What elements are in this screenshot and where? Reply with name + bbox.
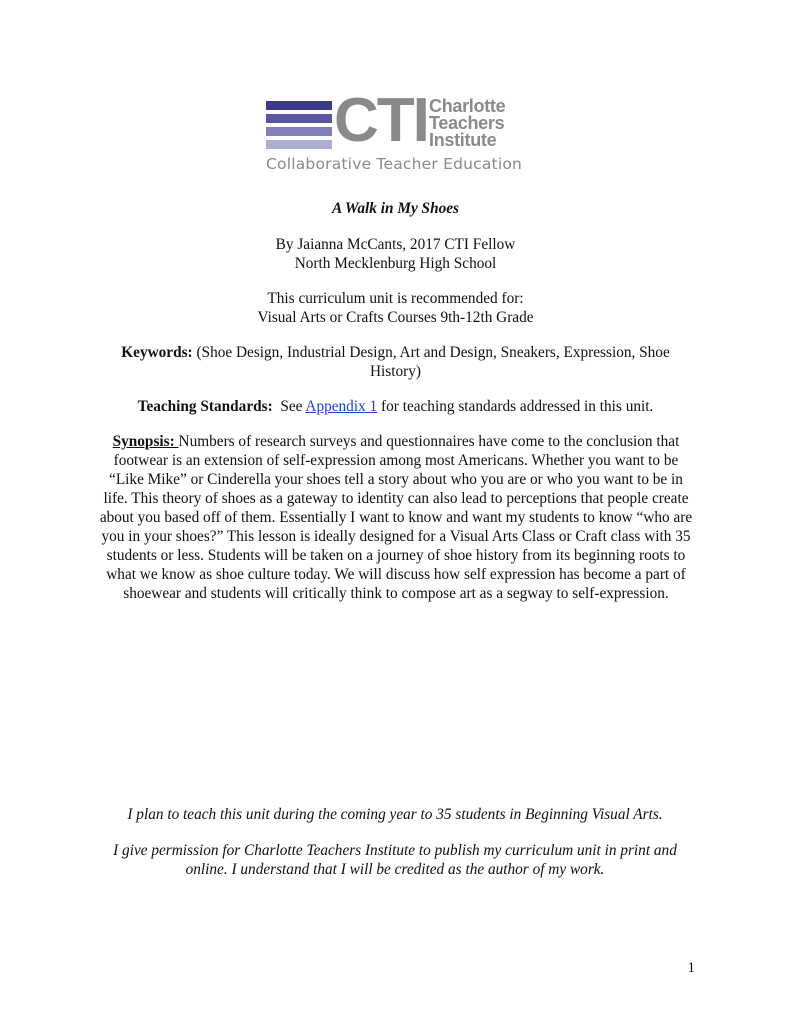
logo-bar xyxy=(266,127,332,136)
keywords-text: (Shoe Design, Industrial Design, Art and Design, Sneakers, Expression, Shoe xyxy=(192,344,670,361)
logo-name-line: Institute xyxy=(429,130,497,150)
synopsis-line: about you based off of them. Essentially I want to know and want my students to know “who are xyxy=(99,509,693,526)
cti-logo xyxy=(266,86,526,178)
permission-line: I give permission for Charlotte Teachers Institute to publish my curriculum unit in print and xyxy=(113,842,677,859)
byline xyxy=(100,235,691,273)
synopsis-text: Numbers of research surveys and questionnaires have come to the conclusion that xyxy=(178,433,680,450)
document-title: A Walk in My Shoes xyxy=(332,200,459,217)
recommendation-courses: Visual Arts or Crafts Courses 9th-12th Grade xyxy=(257,309,534,326)
synopsis-line: life. This theory of shoes as a gateway to identity can also lead to perceptions that people create xyxy=(103,490,689,507)
page-number: 1 xyxy=(687,960,695,976)
teaching-plan-statement: I plan to teach this unit during the coming year to 35 students in Beginning Visual Arts. xyxy=(127,806,663,823)
logo-tagline: Collaborative Teacher Education xyxy=(266,155,523,173)
logo-bar xyxy=(266,140,332,149)
permission-statement xyxy=(75,841,715,879)
recommendation xyxy=(100,289,691,327)
synopsis xyxy=(96,432,696,603)
logo-bar xyxy=(266,101,332,110)
standards-pre-link: See xyxy=(272,398,306,415)
permission-line: online. I understand that I will be credited as the author of my work. xyxy=(185,861,605,878)
synopsis-line: you in your shoes?” This lesson is ideally designed for a Visual Arts Class or Craft class with 35 xyxy=(101,528,691,545)
synopsis-line: footwear is an extension of self-expression among most Americans. Whether you want to be xyxy=(113,452,679,469)
keywords-text-continued: History) xyxy=(370,363,421,380)
synopsis-line: what we know as shoe culture today. We will discuss how self expression has become a part of xyxy=(106,566,686,583)
standards-post-link: for teaching standards addressed in this unit. xyxy=(377,398,654,415)
logo-institute-name xyxy=(429,98,505,149)
logo-name-line: Charlotte xyxy=(429,96,506,116)
logo-bar xyxy=(266,114,332,123)
logo-mark-text: CTI xyxy=(334,86,428,155)
keywords xyxy=(100,343,691,381)
school-line: North Mecklenburg High School xyxy=(294,255,497,272)
logo-name-line: Teachers xyxy=(429,113,505,133)
keywords-line xyxy=(100,343,691,362)
logo-bars-icon xyxy=(266,101,332,149)
synopsis-line: shoewear and students will critically think to compose art as a segway to self-expression. xyxy=(123,585,669,602)
synopsis-line xyxy=(96,432,696,451)
teaching-standards xyxy=(100,397,691,416)
synopsis-label: Synopsis: xyxy=(112,433,179,450)
standards-label: Teaching Standards: xyxy=(137,398,273,415)
synopsis-line: “Like Mike” or Cinderella your shoes tell a story about who you are or who you want to be in xyxy=(109,471,683,488)
recommendation-intro: This curriculum unit is recommended for: xyxy=(267,290,524,307)
appendix-1-link[interactable]: Appendix 1 xyxy=(305,398,378,415)
keywords-label: Keywords: xyxy=(121,344,193,361)
author-line: By Jaianna McCants, 2017 CTI Fellow xyxy=(275,236,516,253)
synopsis-line: students or less. Students will be taken on a journey of shoe history from its beginning roots to xyxy=(106,547,686,564)
